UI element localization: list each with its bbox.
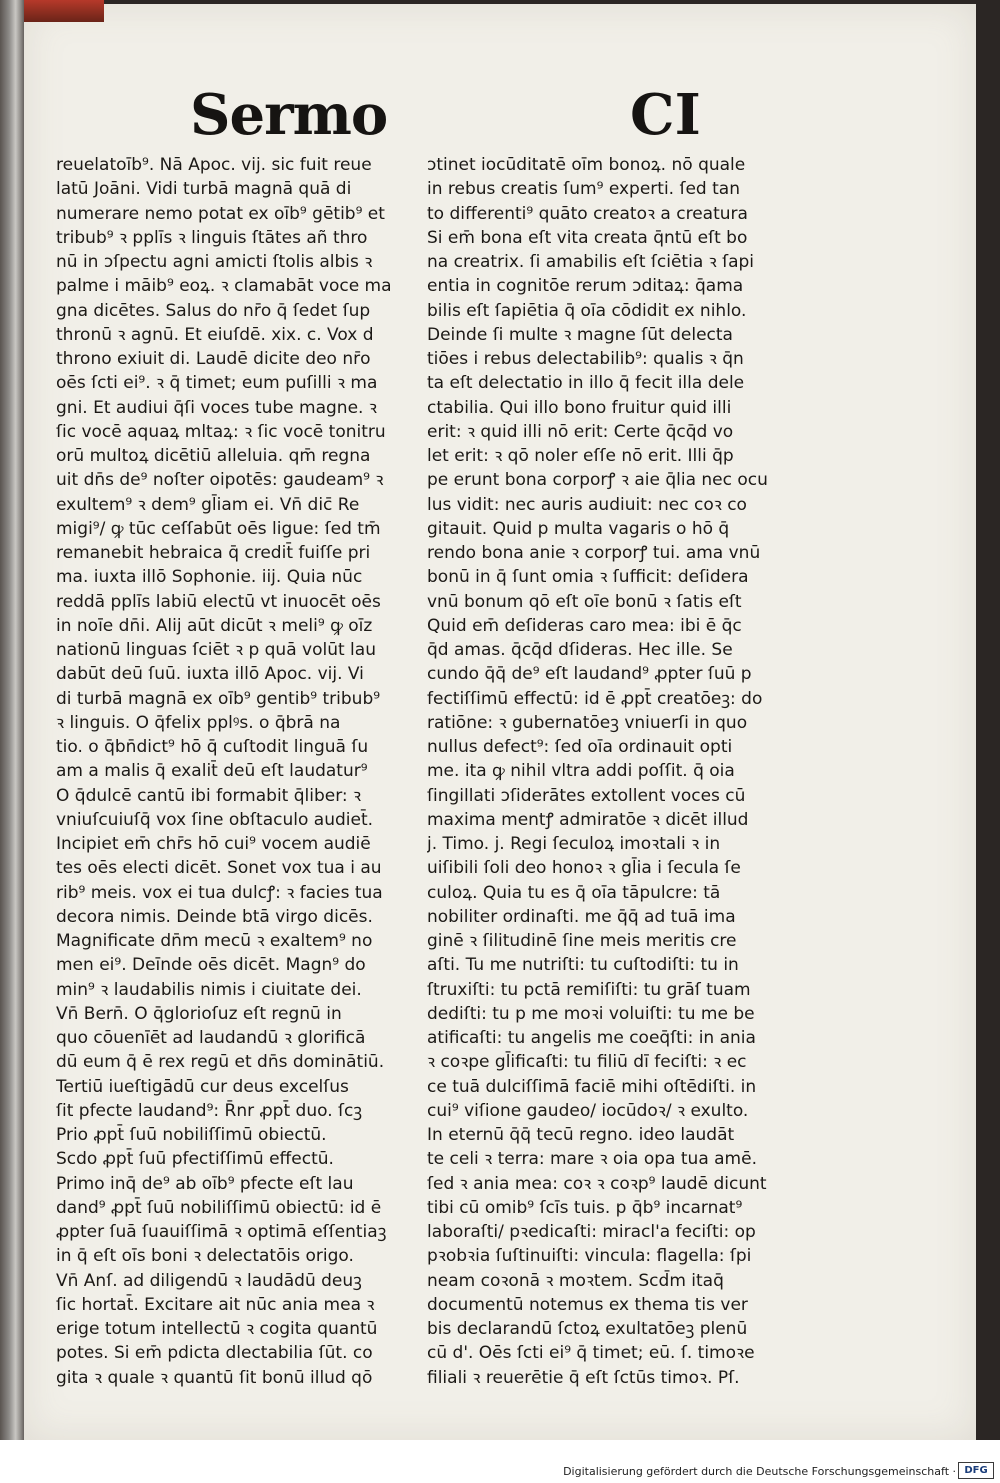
text-line: In eternū q̄q̄ tecū regno. ideo laudāt (427, 1125, 735, 1145)
text-line: entia in cognitōe rerum ɔditaꝝ: q̄ama (427, 276, 744, 297)
text-line: to differenti⁹ quāto creatoꝛ a creatura (427, 203, 748, 224)
text-line: tribub⁹ ꝛ pplīs ꝛ linguis ſtātes añ thro (56, 227, 368, 248)
text-line: gni. Et audiui q̄ſi voces tube magne. ꝛ (56, 397, 377, 418)
text-line: nobiliter ordinaſti. me q̄q̄ ad tuā ima (427, 906, 736, 927)
text-line: tibi cū omib⁹ ſcīs tuis. p q̄b⁹ incarnat⁹ (427, 1197, 743, 1218)
text-line: bilis eſt ſapiētia q̄ oīa cōdidit ex nihlo. (427, 300, 747, 321)
text-line: migi⁹/ ꝙ tūc ceſſabūt oēs ligue: ſed tm̄ (56, 518, 381, 539)
text-line: nū in ɔſpectu agni amicti ſtolis albis ꝛ (56, 252, 373, 272)
text-line: Vn̄ Anſ. ad diligendū ꝛ laudādū deuꝫ (56, 1270, 362, 1291)
text-line: Magnificate dn̄m mecū ꝛ exaltem⁹ no (56, 931, 373, 951)
text-line: dediſti: tu p me moꝛi voluiſti: tu me be (427, 1003, 755, 1024)
text-line: bis declarandū ſctoꝝ exultatōeꝫ plenū (427, 1319, 748, 1339)
text-line: laboraſti/ pꝛedicaſti: miracl'a feciſti: op (427, 1222, 756, 1242)
book-spine-edge (0, 0, 26, 1440)
text-line: ſit pfecte laudand⁹: R̄nr ꝓpt̄ duo. ſcꝫ (56, 1100, 363, 1121)
text-line: Vn̄ Bern̄. O q̄glorioſuz eſt regnū in (56, 1003, 342, 1024)
text-line: decora nimis. Deinde btā virgo dicēs. (56, 906, 373, 927)
text-line: ɔtinet iocūditatē oīm bonoꝝ. nō quale (427, 155, 746, 175)
text-line: ratiōne: ꝛ gubernatōeꝫ vniuerſi in quo (427, 712, 748, 733)
text-line: ꝛ linguis. O q̄felix pplꝰs. o q̄brā na (56, 712, 341, 733)
text-line: cū d'. Oēs ſcti ei⁹ q̄ timet; eū. ſ. timoꝛe (427, 1343, 755, 1364)
text-line: gita ꝛ quale ꝛ quantū ſit bonū illud qō (56, 1367, 373, 1388)
text-line: rib⁹ meis. vox ei tua dulcꝭ: ꝛ facies tua (56, 882, 383, 903)
text-column-right (427, 153, 795, 1390)
text-line: nationū linguas ſciēt ꝛ p quā volūt lau (56, 640, 376, 660)
text-line: numerare nemo potat ex oīb⁹ gētib⁹ et (56, 203, 385, 224)
text-line: di turbā magnā ex oīb⁹ gentib⁹ tribub⁹ (56, 688, 381, 709)
text-line: atificaſti: tu angelis me coeq̄ſti: in ania (427, 1028, 756, 1048)
text-line: gitauit. Quid p multa vagaris o hō q̄ (427, 518, 730, 539)
text-line: ſic hortat̄. Excitare ait nūc ania mea ꝛ (56, 1294, 375, 1315)
text-line: documentū notemus ex thema tis ver (427, 1294, 748, 1315)
text-line: uiſibili ſoli deo honoꝛ ꝛ gl̄ia i ſecula ſe (427, 858, 741, 879)
text-line: in noīe dn̄i. Alij aūt dicūt ꝛ meli⁹ ꝙ oīz (56, 615, 373, 636)
text-line: nullus defect⁹: ſed oīa ordinauit opti (427, 737, 733, 757)
text-line: te celi ꝛ terra: mare ꝛ oia opa tua amē. (427, 1149, 757, 1170)
text-line: erige totum intellectū ꝛ cogita quantū (56, 1319, 378, 1339)
text-line: ꝛ coꝛpe gl̄ificaſti: tu filiū dī feciſti: ꝛ ec (427, 1052, 747, 1073)
text-line: Incipiet em̄ chr̄s hō cui⁹ vocem audiē (56, 834, 371, 854)
text-line: erit: ꝛ quid illi nō erit: Certe q̄cq̄d vo (427, 421, 734, 442)
text-line: na creatrix. ſi amabilis eſt ſciētia ꝛ ſapi (427, 252, 755, 272)
text-line: lus vidit: nec auris audiuit: nec coꝛ co (427, 494, 747, 515)
running-head-title: Sermo (190, 82, 388, 148)
text-line: in q̄ eſt oīs boni ꝛ delectatōis origo. (56, 1246, 354, 1267)
dfg-logo: DFG (958, 1462, 994, 1479)
text-line: ſic vocē aquaꝝ mltaꝝ: ꝛ ſic vocē tonitru (56, 421, 386, 442)
text-line: tio. o q̄bn̄dict⁹ hō q̄ cuſtodit linguā ſu (56, 737, 369, 757)
text-line: filiali ꝛ reuerētie q̄ eſt ſctūs timoꝛ. Pſ. (427, 1367, 740, 1388)
text-line: Tertiū iueſtigādū cur deus excelſus (56, 1076, 349, 1097)
text-line: ta eſt delectatio in illo q̄ fecit illa dele (427, 373, 745, 394)
text-line: pꝛobꝛia ſuſtinuiſti: vincula: flagella: ſpi (427, 1246, 752, 1267)
text-line: cundo q̄q̄ de⁹ eſt laudand⁹ ꝓpter ſuū p (427, 664, 752, 685)
text-line: ſtruxiſti: tu pctā remiſiſti: tu grāſ tuam (427, 979, 751, 1000)
text-line: remanebit hebraica q̄ credit̄ fuiſſe pri (56, 543, 371, 563)
text-line: vnū bonum qō eſt oīe bonū ꝛ ſatis eſt (427, 591, 742, 612)
text-line: uit dn̄s de⁹ noſter oipotēs: gaudeam⁹ ꝛ (56, 470, 384, 491)
text-line: bonū in q̄ ſunt omia ꝛ ſufficit: deſidera (427, 567, 749, 588)
text-line: cui⁹ viſione gaudeo/ iocūdoꝛ/ ꝛ exulto. (427, 1100, 749, 1121)
text-line: q̄d amas. q̄cq̄d dſideras. Hec ille. Se (427, 640, 733, 660)
text-line: Prio ꝓpt̄ ſuū nobiliſſimū obiectū. (56, 1125, 327, 1145)
text-line: oēs ſcti ei⁹. ꝛ q̄ timet; eum puſilli ꝛ ma (56, 373, 378, 394)
text-line: Primo inq̄ de⁹ ab oīb⁹ pfecte eſt lau (56, 1173, 354, 1194)
text-line: ctabilia. Qui illo bono fruitur quid illi (427, 397, 732, 418)
text-line: aſti. Tu me nutriſti: tu cuſtodiſti: tu in (427, 955, 739, 976)
text-line: tes oēs electi dicēt. Sonet vox tua i au (56, 858, 382, 879)
text-line: ſingillati ɔſiderātes extollent voces cū (427, 785, 746, 806)
ribbon-marker (24, 0, 104, 22)
text-line: reuelatoīb⁹. Nā Apoc. vij. sic fuit reue (56, 155, 372, 175)
text-line: culoꝝ. Quia tu es q̄ oīa tāpulcre: tā (427, 882, 721, 903)
text-line: ꝓpter ſuā ſuauiſſimā ꝛ optimā eſſentiaꝫ (56, 1222, 387, 1242)
text-line: ce tuā dulciſſimā faciē mihi oſtēdiſti. in (427, 1076, 757, 1097)
text-column-left (56, 153, 418, 1390)
text-line: in rebus creatis ſum⁹ experti. ſed tan (427, 179, 740, 200)
text-line: quo cōuenīēt ad laudandū ꝛ glorificā (56, 1028, 366, 1048)
text-line: men ei⁹. Deīnde oēs dicēt. Magn⁹ do (56, 955, 366, 976)
text-line: orū multoꝝ dicētiū alleluia. qm̄ regna (56, 446, 371, 466)
text-line: dabūt deū ſuū. iuxta illō Apoc. vij. Vi (56, 664, 364, 685)
text-line: Deinde ſi multe ꝛ magne ſūt delecta (427, 324, 733, 345)
text-line: thronū ꝛ agnū. Et eiuſdē. xix. c. Vox d (56, 324, 374, 345)
text-line: me. ita ꝙ nihil vltra addi poſſit. q̄ oia (427, 761, 735, 782)
text-line: Quid em̄ deſideras caro mea: ibi ē q̄c (427, 615, 742, 636)
text-line: vniuſcuiuſq̄ vox ſine obſtaculo audiet̄. (56, 809, 374, 830)
text-line: ginē ꝛ ſilitudinē ſine meis meritis cre (427, 931, 737, 951)
text-line: palme i māib⁹ eoꝝ. ꝛ clamabāt voce ma (56, 276, 392, 297)
text-line: j. Timo. j. Regi ſeculoꝝ imoꝛtali ꝛ in (427, 834, 721, 854)
text-line: Scdo ꝓpt̄ ſuū pfectiſſimū effectū. (56, 1149, 334, 1170)
text-line: tiōes i rebus delectabilib⁹: qualis ꝛ q̄n (427, 349, 744, 369)
folio-number: CI (630, 82, 701, 148)
text-line: rendo bona anie ꝛ corporꝭ tui. ama vnū (427, 543, 761, 563)
footer-credit: Digitalisierung gefördert durch die Deutsche Forschungsgemeinschaft · (563, 1465, 956, 1478)
text-line: O q̄dulcē cantū ibi formabit q̄liber: ꝛ (56, 785, 362, 806)
text-line: ma. iuxta illō Sophonie. iij. Quia nūc (56, 567, 363, 588)
text-line: neam coꝛonā ꝛ moꝛtem. Scd̄m itaq̄ (427, 1270, 724, 1291)
text-line: maxima mentꝭ admiratōe ꝛ dicēt illud (427, 809, 749, 830)
text-line: throno exiuit di. Laudē dicite deo nr̄o (56, 349, 371, 369)
text-line: pe erunt bona corporꝭ ꝛ aie q̄lia nec ocu (427, 470, 768, 491)
text-line: potes. Si em̄ pdicta dlectabilia ſūt. co (56, 1343, 373, 1364)
text-line: Si em̄ bona eſt vita creata q̄ntū eſt bo (427, 227, 748, 248)
text-line: reddā pplīs labiū electū vt inuocēt oēs (56, 591, 381, 612)
text-line: am a malis q̄ exalit̄ deū eſt laudatur⁹ (56, 761, 368, 782)
text-line: ſed ꝛ ania mea: coꝛ ꝛ coꝛp⁹ laudē dicunt (427, 1173, 767, 1194)
text-line: gna dicētes. Salus do nr̄o q̄ ſedet ſup (56, 300, 371, 321)
text-line: let erit: ꝛ qō noler eſſe nō erit. Illi q̄p (427, 446, 734, 466)
text-line: dand⁹ ꝓpt̄ ſuū nobiliſſimū obiectū: id ē (56, 1197, 382, 1218)
text-line: latū Joāni. Vidi turbā magnā quā di (56, 179, 352, 200)
text-line: fectiſſimū effectū: id ē ꝓpt̄ creatōeꝫ: do (427, 688, 763, 709)
text-line: dū eum q̄ ē rex regū et dn̄s dominātiū. (56, 1052, 385, 1073)
text-line: min⁹ ꝛ laudabilis nimis i ciuitate dei. (56, 979, 362, 1000)
text-line: exultem⁹ ꝛ dem⁹ gl̄iam ei. Vn̄ dic̄ Re (56, 494, 360, 515)
